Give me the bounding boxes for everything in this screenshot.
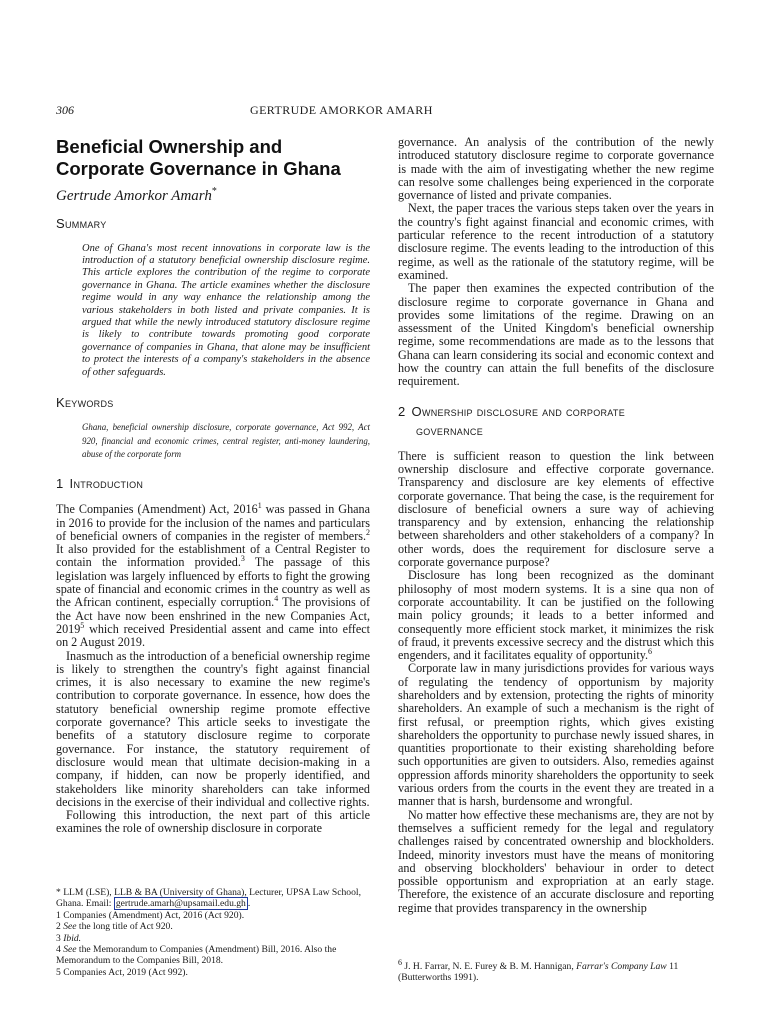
p1-part-e: The provisions of the Act have now been enshrined in the new Companies Act, 2019: [56, 595, 370, 636]
section-2-number: 2: [398, 403, 406, 419]
right-paragraph-continued: governance. An analysis of the contribution of the newly introduced statutory disclosure regime to corporate governance is made with the aim of investigating whether the new regime can resolve some challenges being experienced in the corporate governance of listed and private companies.: [398, 135, 714, 203]
article-title: [56, 136, 370, 180]
footnote-ref-6[interactable]: 6: [648, 647, 653, 657]
footnote-ref-4[interactable]: 4: [274, 594, 279, 604]
footnote-author-text: * LLM (LSE), LLB & BA (University of Ghana), Lecturer, UPSA Law School, Ghana. Email:: [56, 887, 361, 910]
footnote-4: [56, 944, 370, 967]
p1-part-d: The passage of this legislation was largely influenced by efforts to fight the growing spate of financial and economic crimes in the country as well as the African continent, especially corruption.: [56, 555, 370, 610]
section-1-number: 1: [56, 475, 64, 491]
footnote-ref-5[interactable]: 5: [80, 620, 85, 630]
footnote-2: [56, 921, 370, 932]
author-text: Gertrude Amorkor Amarh: [56, 188, 212, 204]
p1-part-f: which received Presidential assent and came into effect on 2 August 2019.: [56, 621, 370, 650]
footnote-6-num: 6: [398, 957, 402, 967]
footnote-author: [56, 887, 370, 910]
intro-paragraph-1: [56, 503, 370, 649]
footnote-ref-3[interactable]: 3: [240, 554, 245, 564]
title-line-2: Corporate Governance in Ghana: [56, 158, 341, 179]
section-2-paragraph-1: There is sufficient reason to question the link between ownership disclosure and effective corporate governance. Transparency and disclosure are key elements of effective corporate governance. That being the case, is the requirement for disclosure of beneficial owners a sure way of achieving transparency and by extension, enhancing the relationship between shareholders and other stakeholders of a company? In other words, does the requirement for disclosure serve a corporate governance purpose?: [398, 448, 714, 570]
footnote-author-end: .: [247, 898, 251, 910]
footnote-4-num: 4: [56, 944, 61, 956]
right-paragraph-next: Next, the paper traces the various steps taken over the years in the country's fight against financial and economic crimes, with particular reference to the recent introduction of a statutory disclosure regime. The events leading to the introduction of this regime, as well as the rationale of the statutory regime, will be examined.: [398, 201, 714, 282]
footnotes-left: [56, 887, 370, 978]
footnote-4-see: See: [63, 944, 77, 956]
section-2-p2-text: Disclosure has long been recognized as the dominant philosophy of most modern systems. It is a sine qua non of corporate accountability. It can be justified on the following main policy grounds; it leads to a better informed and consequently more efficient stock market, it minimizes the risk of fraud, it prevents excessive secrecy and the distrust which this engenders, and it facilitates equality of opportunity.: [398, 568, 714, 663]
right-column: [398, 136, 714, 915]
section-1-heading: [56, 477, 370, 490]
section-2-paragraph-2: [398, 569, 714, 662]
section-2-paragraph-4: No matter how effective these mechanisms are, they are not by themselves a sufficient remedy for the legal and regulatory challenges raised by concentrated ownership and blockholders. Indeed, minority investors must have the means of monitoring and observing blockholders' behaviour in order to detect possible opportunism and expropriation at an early stage. Therefore, the existence of an accurate disclosure and reporting regime that provides transparency in the ownership: [398, 807, 714, 915]
left-column: [56, 136, 370, 836]
footnote-6-title: Farrar's Company Law: [576, 961, 667, 972]
footnote-ref-2[interactable]: 2: [366, 527, 370, 537]
intro-paragraph-3: Following this introduction, the next part of this article examines the role of ownership disclosure in corporate: [56, 808, 370, 836]
footnote-5: 5 Companies Act, 2019 (Act 992).: [56, 966, 188, 978]
title-line-1: Beneficial Ownership and: [56, 136, 283, 157]
page-number: 306: [56, 103, 74, 117]
section-2-paragraph-3: Corporate law in many jurisdictions provides for various ways of regulating the tendency of opportunism by majority shareholders and by extension, protecting the rights of minority shareholders. An example of such a mechanism is the right of first refusal, or preemption rights, which gives existing shareholders the opportunity to purchase newly issued shares, in quantities proportionate to their existing shareholding before such opportunities are given to outsiders. Also, remedies against oppression affords minority shareholders the opportunity to seek various orders from the courts in the event they are treated in a manner that is harsh, burdensome and wrongful.: [398, 661, 714, 809]
author-email-link[interactable]: gertrude.amarh@upsamail.edu.gh: [115, 898, 246, 910]
running-head: GERTRUDE AMORKOR AMARH: [250, 103, 433, 117]
keywords-text: Ghana, beneficial ownership disclosure, corporate governance, Act 992, Act 920, financial and economic crimes, central register, anti-money laundering, abuse of the corporate form: [82, 422, 370, 459]
author-footnote-mark: *: [211, 186, 217, 197]
footnote-6-text-b: 11 (Butterworths 1991).: [398, 961, 679, 984]
summary-heading: Summary: [56, 216, 107, 232]
footnote-6: [398, 957, 714, 984]
footnote-2-see: See: [63, 921, 77, 933]
right-paragraph-then: The paper then examines the expected contribution of the disclosure regime to corporate governance in Ghana and provides some limitations of the regime. Drawing on an assessment of the United Kingdom's beneficial ownership regime, some recommendations are made as to the lessons that Ghana can learn considering its social and economic context and how the country can attain the full benefits of the disclosure requirement.: [398, 281, 714, 389]
footnote-6-text-a: J. H. Farrar, N. E. Furey & B. M. Hannigan,: [402, 961, 577, 972]
section-2-title-line-1: Ownership disclosure and corporate: [411, 403, 626, 419]
footnote-2-num: 2: [56, 921, 61, 933]
intro-paragraph-2: Inasmuch as the introduction of a beneficial ownership regime is likely to strengthen the country's fight against financial crimes, it is also necessary to examine the new regime's contribution to corporate governance. In essence, how does the statutory beneficial ownership regime promote effective corporate governance? This article seeks to investigate the benefits of a statutory disclosure regime to corporate governance. For instance, the statutory requirement of disclosure would mean that ultimate decision-making in a company, if hidden, can now be properly identified, and stakeholders like minority shareholders can take informed decisions in the exercise of their individual and collective rights.: [56, 648, 370, 809]
footnote-4-text: the Memorandum to Companies (Amendment) Bill, 2016. Also the Memorandum to the Companies Bill, 2018.: [56, 944, 337, 967]
section-1-title: Introduction: [69, 475, 144, 491]
footnote-3: [56, 933, 370, 944]
author-name: [56, 186, 370, 204]
footnote-ref-1[interactable]: 1: [257, 501, 262, 511]
p1-part-b: was passed in Ghana in 2016 to provide for the inclusion of the names and particulars of beneficial owners of companies in the register of members.: [56, 502, 370, 543]
footnote-1: 1 Companies (Amendment) Act, 2016 (Act 920).: [56, 909, 245, 921]
footnote-3-num: 3: [56, 932, 61, 944]
footnote-3-text: Ibid.: [63, 932, 82, 944]
section-2-heading: [398, 402, 714, 440]
section-2-title-line-2: governance: [416, 422, 484, 438]
p1-part-a: The Companies (Amendment) Act, 2016: [56, 502, 258, 517]
summary-text: One of Ghana's most recent innovations in corporate law is the introduction of a statutory beneficial ownership disclosure regime. This article explores the contribution of the regime to corporate governance in Ghana. The article examines whether the disclosure regime would in any way enhance the relationship among the various stakeholders in both listed and private companies. It is argued that while the newly introduced statutory disclosure regime is likely to contribute towards promoting good corporate governance of companies in Ghana, that alone may be insufficient to protect the interests of a company's stakeholders in the absence of other safeguards.: [82, 242, 370, 378]
keywords-heading: Keywords: [56, 395, 114, 411]
footnotes-right: [398, 957, 714, 984]
footnote-2-text: the long title of Act 920.: [76, 921, 173, 933]
p1-part-c: It also provided for the establishment of a Central Register to contain the information provided.: [56, 542, 370, 570]
